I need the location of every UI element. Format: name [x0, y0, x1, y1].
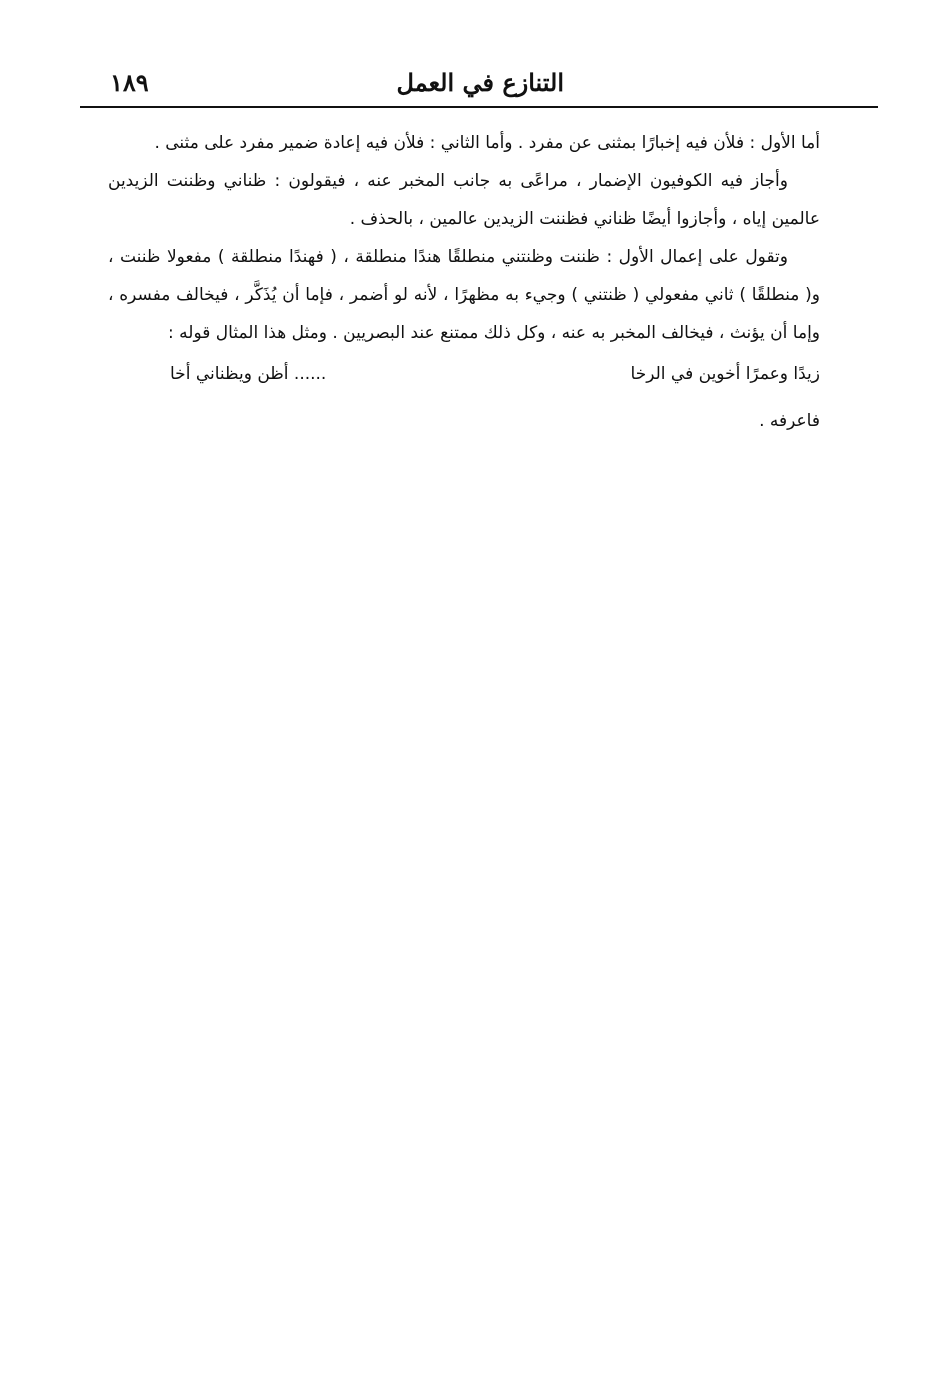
- paragraph-2: وأجاز فيه الكوفيون الإضمار ، مراعًى به جانب المخبر عنه ، فيقولون : ظناني وظننت الزيدين عالمين إياه ، وأجازوا أيضًا ظناني فظننت الزيدين عالمين ، بالحذف .: [108, 171, 820, 229]
- header-rule: [80, 106, 878, 108]
- body-text: [108, 124, 820, 440]
- page-number: ١٨٩: [110, 68, 149, 97]
- running-head: [80, 62, 878, 106]
- verse-second-hemistich: ...... أظن ويظناني أخا: [170, 364, 327, 384]
- closing-line: فاعرفه .: [759, 411, 820, 431]
- running-title: التنازع في العمل: [396, 68, 564, 97]
- paragraph-1: أما الأول : فلأن فيه إخبارًا بمثنى عن مفرد . وأما الثاني : فلأن فيه إعادة ضمير مفرد على مثنى .: [154, 133, 820, 153]
- verse-first-hemistich: زيدًا وعمرًا أخوين في الرخا: [630, 364, 820, 384]
- verse-line: [170, 352, 820, 396]
- paragraph-3: وتقول على إعمال الأول : ظننت وظنتني منطلقًا هندًا منطلقة ، ( فهندًا منطلقة ) مفعولا ظننت ، و( منطلقًا ) ثاني مفعولي ( ظنتني ) وجيء به مظهرًا ، لأنه لو أضمر ، فإما أن يُذَكَّر ، فيخالف مفسره ، وإما أن يؤنث ، فيخالف المخبر به عنه ، وكل ذلك ممتنع عند البصريين . ومثل هذا المثال قوله :: [108, 247, 820, 343]
